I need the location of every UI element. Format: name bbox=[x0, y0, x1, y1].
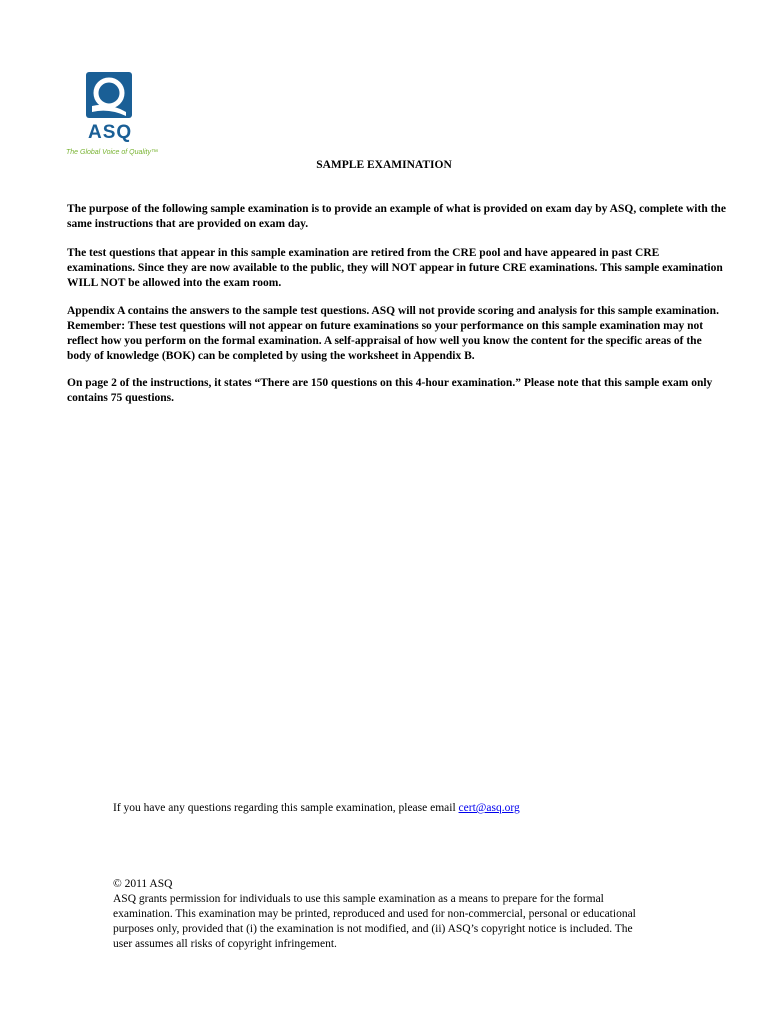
contact-text: If you have any questions regarding this sample examination, please email bbox=[113, 802, 459, 814]
asq-wordmark: ASQ bbox=[88, 122, 133, 143]
contact-line bbox=[113, 802, 520, 814]
page-title: SAMPLE EXAMINATION bbox=[316, 159, 452, 171]
copyright-year: © 2011 ASQ bbox=[113, 878, 173, 890]
asq-q-icon bbox=[86, 72, 132, 124]
paragraph-retired-questions: The test questions that appear in this sample examination are retired from the CRE pool and have appeared in past CRE examinations. Since they are now available to the public, they will NOT appear in future CRE examinations. This sample examination WILL NOT be allowed into the exam room. bbox=[67, 247, 723, 289]
email-link[interactable]: cert@asq.org bbox=[458, 802, 520, 814]
paragraph-appendix: Appendix A contains the answers to the sample test questions. ASQ will not provide scoring and analysis for this sample examination. Remember: These test questions will not appear on future examinations so your performance on this sample examination may not reflect how you perform on the formal examination. A self-appraisal of how well you know the content for the specific areas of the body of knowledge (BOK) can be completed by using the worksheet in Appendix B. bbox=[67, 305, 719, 362]
paragraph-purpose: The purpose of the following sample examination is to provide an example of what is provided on exam day by ASQ, complete with the same instructions that are provided on exam day. bbox=[67, 203, 726, 230]
asq-tagline: The Global Voice of Quality™ bbox=[66, 149, 158, 156]
asq-logo bbox=[66, 72, 176, 162]
copyright-notice bbox=[113, 877, 653, 952]
copyright-body: ASQ grants permission for individuals to use this sample examination as a means to prepare for the formal examination. This examination may be printed, reproduced and used for non-commercial, personal or educational purposes only, provided that (i) the examination is not modified, and (ii) ASQ’s copyright notice is included. The user assumes all risks of copyright infringement. bbox=[113, 893, 636, 950]
paragraph-question-count: On page 2 of the instructions, it states “There are 150 questions on this 4-hour examination.” Please note that this sample exam only contains 75 questions. bbox=[67, 377, 713, 404]
